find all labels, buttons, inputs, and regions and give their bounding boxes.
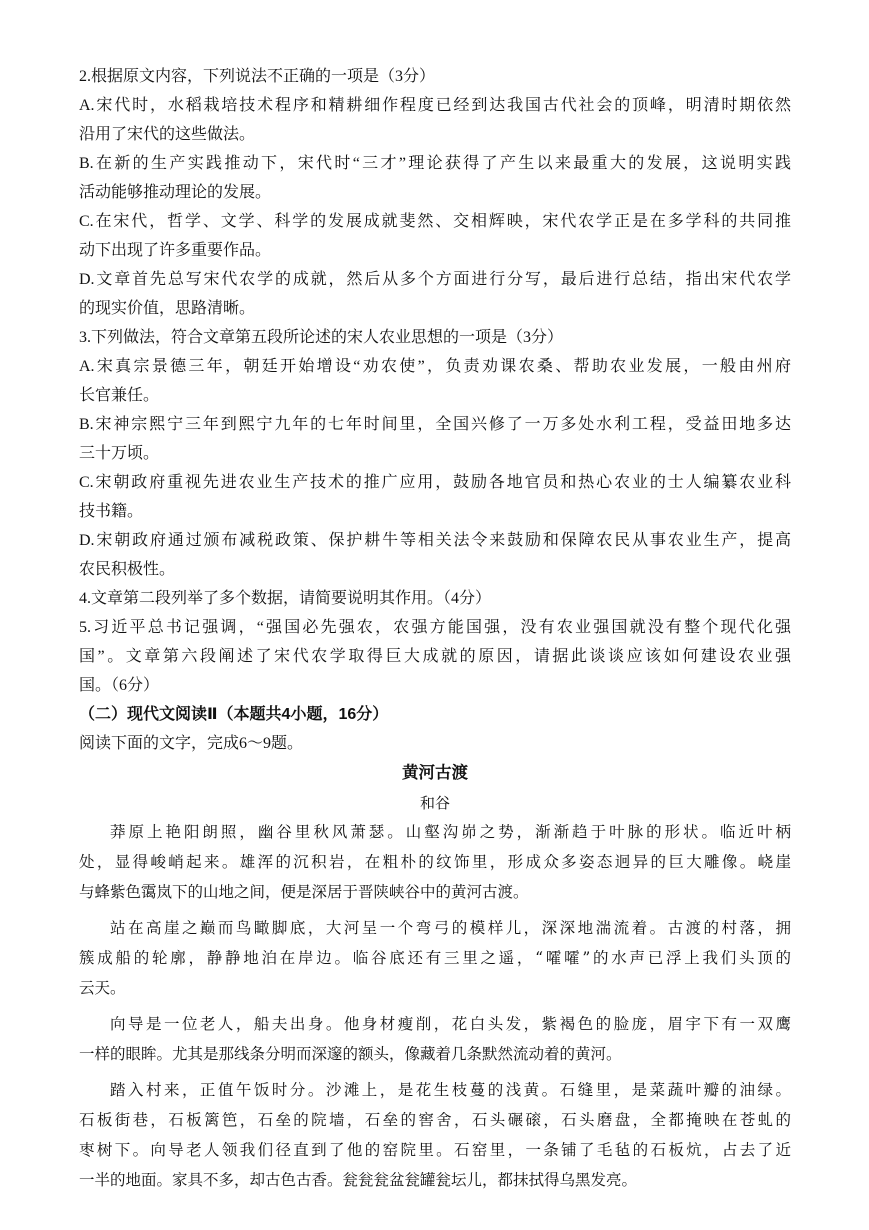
- p2-line3: 云天。: [79, 979, 126, 997]
- q3-option-c-line1: C.宋朝政府重视先进农业生产技术的推广应用，鼓励各地官员和热心农业的士人编纂农业科: [79, 474, 791, 491]
- q3-stem: 3.下列做法，符合文章第五段所论述的宋人农业思想的一项是（3分）: [79, 329, 564, 346]
- passage-author: 和谷: [419, 794, 450, 812]
- p3-line1: 向导是一位老人，船夫出身。他身材瘦削，花白头发，紫褐色的脸庞，眉宇下有一双鹰: [110, 1015, 791, 1033]
- q5-line3: 国。（6分）: [79, 677, 160, 694]
- q5-line1: 5.习近平总书记强调，“强国必先强农，农强方能国强，没有农业强国就没有整个现代化强: [79, 619, 791, 636]
- q5-line2: 国”。文章第六段阐述了宋代农学取得巨大成就的原因，请据此谈谈应该如何建设农业强: [79, 648, 791, 665]
- q3-option-c-line2: 技书籍。: [79, 503, 144, 520]
- q4-stem: 4.文章第二段列举了多个数据，请简要说明其作用。（4分）: [79, 590, 492, 607]
- q2-option-d-line1: D.文章首先总写宋代农学的成就，然后从多个方面进行分写，最后进行总结，指出宋代农学: [79, 271, 791, 288]
- p1-line1: 莽原上艳阳朗照，幽谷里秋风萧瑟。山壑沟峁之势，渐渐趋于叶脉的形状。临近叶柄: [110, 823, 791, 841]
- q3-option-a-line1: A.宋真宗景德三年，朝廷开始增设“劝农使”，负责劝课农桑、帮助农业发展，一般由州府: [79, 358, 791, 375]
- q3-option-b-line1: B.宋神宗熙宁三年到熙宁九年的七年时间里，全国兴修了一万多处水利工程，受益田地多达: [79, 416, 791, 433]
- passage-title: 黄河古渡: [402, 764, 468, 782]
- q2-option-b-line2: 活动能够推动理论的发展。: [79, 184, 272, 201]
- p4-line3: 枣树下。向导老人领我们径直到了他的窑院里。石窑里，一条铺了毛毡的石板炕，占去了近: [79, 1141, 791, 1159]
- p2-line1: 站在高崖之巅而鸟瞰脚底，大河呈一个弯弓的模样儿，深深地湍流着。古渡的村落，拥: [110, 919, 791, 937]
- q3-option-a-line2: 长官兼任。: [79, 387, 160, 404]
- q2-option-a-line1: A.宋代时，水稻栽培技术程序和精耕细作程度已经到达我国古代社会的顶峰，明清时期依然: [79, 97, 791, 114]
- q3-option-d-line2: 农民积极性。: [79, 561, 176, 578]
- q2-option-c-line1: C.在宋代，哲学、文学、科学的发展成就斐然、交相辉映，宋代农学正是在多学科的共同推: [79, 213, 791, 230]
- q2-option-d-line2: 的现实价值，思路清晰。: [79, 300, 256, 317]
- p1-line2: 处，显得峻峭起来。雄浑的沉积岩，在粗朴的纹饰里，形成众多姿态迥异的巨大雕像。峣崖: [79, 853, 791, 871]
- section-instruction: 阅读下面的文字，完成6～9题。: [79, 735, 304, 752]
- p3-line2: 一样的眼眸。尤其是那线条分明而深邃的额头，像藏着几条默然流动着的黄河。: [79, 1045, 622, 1063]
- p4-line4: 一半的地面。家具不多，却古色古香。瓮瓮瓮盆瓮罐瓮坛儿，都抹拭得乌黑发亮。: [79, 1171, 638, 1189]
- p1-line3: 与蜂紫色霭岚下的山地之间，便是深居于晋陕峡谷中的黄河古渡。: [79, 883, 529, 901]
- p4-line2: 石板街巷，石板篱笆，石垒的院墙，石垒的窖舍，石头碾磙，石头磨盘，全都掩映在苍虬的: [79, 1111, 791, 1129]
- q3-option-b-line2: 三十万顷。: [79, 445, 160, 462]
- p2-line2: 簇成船的轮廓，静静地泊在岸边。临谷底还有三里之遥，“嚯嚯”的水声已浮上我们头顶的: [79, 949, 791, 967]
- q2-option-c-line2: 动下出现了许多重要作品。: [79, 242, 272, 259]
- exam-page: [79, 62, 791, 1195]
- q2-option-b-line1: B.在新的生产实践推动下，宋代时“三才”理论获得了产生以来最重大的发展，这说明实践: [79, 155, 791, 172]
- q2-option-a-line2: 沿用了宋代的这些做法。: [79, 126, 256, 143]
- passage-body: [79, 817, 791, 1195]
- p4-line1: 踏入村来，正值午饭时分。沙滩上，是花生枝蔓的浅黄。石缝里，是菜蔬叶瓣的油绿。: [110, 1081, 791, 1099]
- section-heading: （二）现代文阅读Ⅱ（本题共4小题，16分）: [79, 706, 389, 723]
- q2-stem: 2.根据原文内容，下列说法不正确的一项是（3分）: [79, 68, 436, 85]
- q3-option-d-line1: D.宋朝政府通过颁布减税政策、保护耕牛等相关法令来鼓励和保障农民从事农业生产，提高: [79, 532, 791, 549]
